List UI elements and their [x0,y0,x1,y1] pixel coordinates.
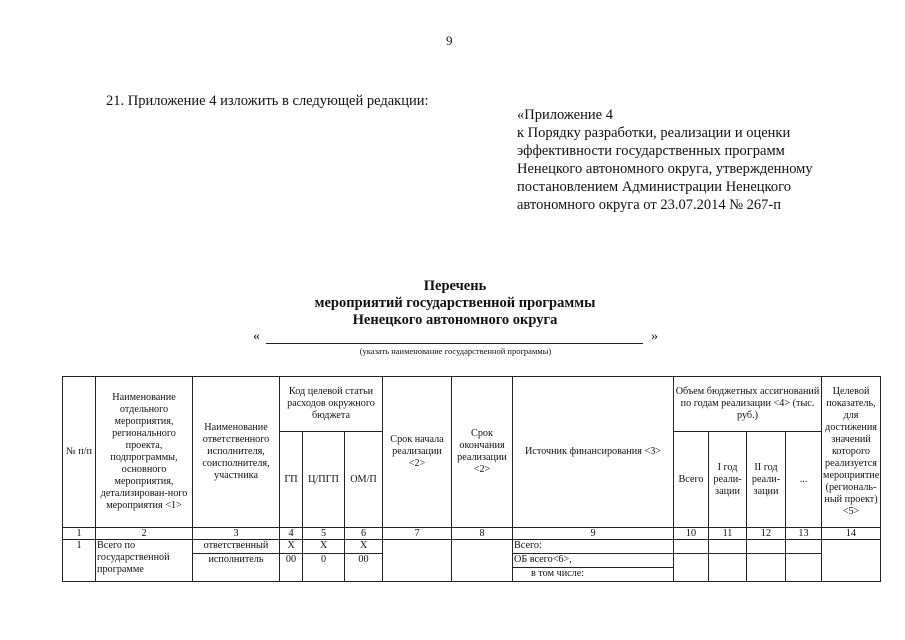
col-number: 4 [280,528,303,540]
col-number: 5 [303,528,345,540]
row-code-gp-bottom: 00 [280,554,303,582]
header-vol-more: ... [786,432,822,528]
header-end: Срок окончания реализации <2> [452,377,513,528]
row-vol-year1 [709,540,747,554]
col-number: 2 [96,528,193,540]
row-vol-year1-ob [709,554,747,582]
col-number: 13 [786,528,822,540]
row-source-including: в том числе: [513,568,674,582]
col-number: 8 [452,528,513,540]
appendix-line: постановлением Администрации Ненецкого [517,179,791,195]
row-executor-line2: исполнитель [193,554,280,582]
row-end [452,540,513,582]
appendix-line: «Приложение 4 [517,107,613,123]
row-code-pgp-bottom: 0 [303,554,345,582]
row-start [383,540,452,582]
program-name-field [253,328,658,348]
page-number: 9 [446,33,453,48]
row-event-name: Всего по государственной программе [96,540,193,582]
document-title [240,278,670,329]
header-vol-total: Всего [674,432,709,528]
row-code-om-top: Х [345,540,383,554]
open-quote: « [253,329,260,344]
header-vol-year2: II год реали-зации [747,432,786,528]
row-source-total: Всего: [513,540,674,554]
header-executor: Наименование ответственного исполнителя, соисполнителя, участника [193,377,280,528]
row-target [822,540,881,582]
row-vol-more-ob [786,554,822,582]
header-code-gp: ГП [280,432,303,528]
header-code-pgp: Ц/ПГП [303,432,345,528]
events-table [62,376,881,582]
header-code-om: ОМ/П [345,432,383,528]
program-name-hint: (указать наименование государственной программы) [359,346,552,356]
appendix-line: автономного округа от 23.07.2014 № 267-п [517,197,782,213]
header-volume-group: Объем бюджетных ассигнований по годам реализации <4> (тыс. руб.) [674,377,822,432]
row-code-om-bottom: 00 [345,554,383,582]
appendix-line: к Порядку разработки, реализации и оценки [517,125,791,141]
row-code-pgp-top: Х [303,540,345,554]
header-event-name: Наименование отдельного мероприятия, регионального проекта, подпрограммы, основного мероприятия, детализирован-ного мероприятия <1> [96,377,193,528]
header-source: Источник финансирования <3> [513,377,674,528]
row-vol-total-ob [674,554,709,582]
column-numbers-row [63,528,881,540]
col-number: 12 [747,528,786,540]
row-vol-year2-ob [747,554,786,582]
col-number: 1 [63,528,96,540]
header-num: № п/п [63,377,96,528]
title-line: Перечень [423,278,487,294]
col-number: 3 [193,528,280,540]
col-number: 10 [674,528,709,540]
row-num: 1 [63,540,96,582]
table-row [63,540,881,554]
title-line: Ненецкого автономного округа [352,312,558,328]
col-number: 6 [345,528,383,540]
col-number: 14 [822,528,881,540]
header-code-group: Код целевой статьи расходов окружного бюджета [280,377,383,432]
appendix-header [517,106,813,214]
title-line: мероприятий государственной программы [314,295,596,311]
header-target: Целевой показатель, для достижения значений которого реализуется мероприятие (региональ-ный проект) <5> [822,377,881,528]
amendment-item: 21. Приложение 4 изложить в следующей редакции: [106,93,429,109]
row-code-gp-top: Х [280,540,303,554]
program-name-blank-line [266,343,643,344]
appendix-line: эффективности государственных программ [517,143,785,159]
header-start: Срок начала реализации <2> [383,377,452,528]
row-vol-more [786,540,822,554]
row-source-ob: ОБ всего<6>, [513,554,674,568]
header-vol-year1: I год реали-зации [709,432,747,528]
appendix-line: Ненецкого автономного округа, утвержденному [517,161,813,177]
row-executor-line1: ответственный [193,540,280,554]
close-quote: » [651,329,658,344]
col-number: 11 [709,528,747,540]
row-vol-total [674,540,709,554]
col-number: 9 [513,528,674,540]
col-number: 7 [383,528,452,540]
row-vol-year2 [747,540,786,554]
